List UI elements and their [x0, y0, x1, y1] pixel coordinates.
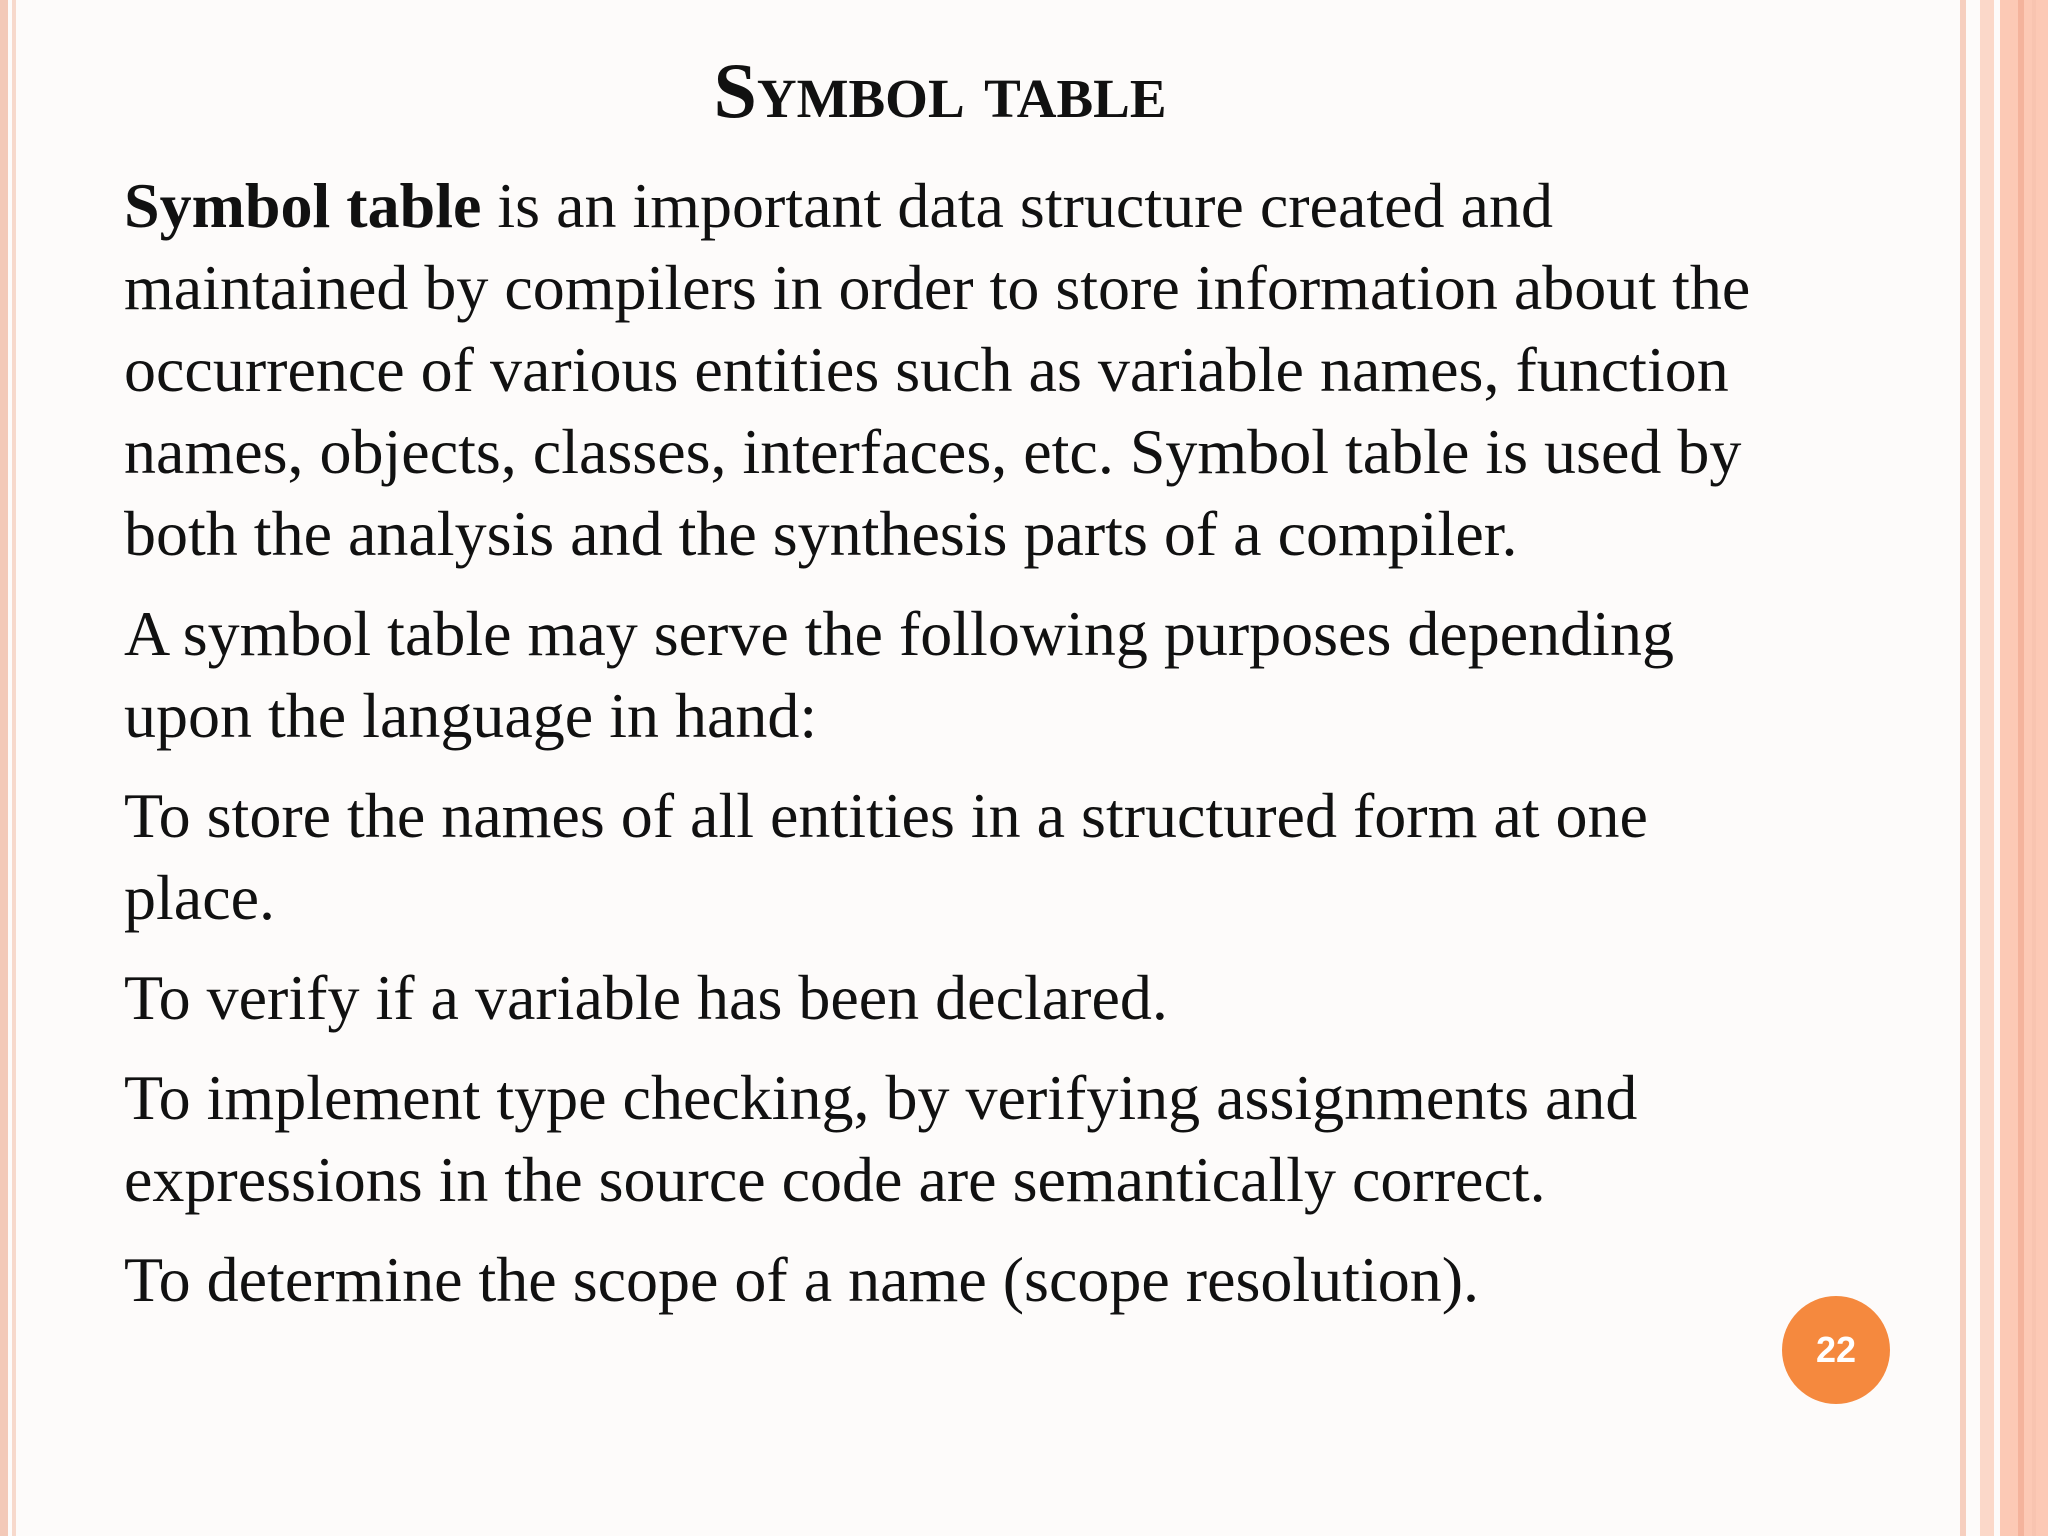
right-border-stripe-mid — [1980, 0, 1994, 1536]
left-border-stripe — [0, 0, 8, 1536]
intro-text: is an important data structure created and maintained by compilers in order to store information about the occurrence of various entities such as variable names, function names, objects, classes, interfaces, etc. Symbol table is used by both the analysis and the synthesis parts of a compiler. — [124, 170, 1751, 569]
purpose-scope-resolution: To determine the scope of a name (scope resolution). — [124, 1244, 1480, 1315]
purpose-verify-declaration: To verify if a variable has been declared. — [124, 962, 1168, 1033]
page-number-badge: 22 — [1782, 1296, 1890, 1404]
intro-bold-term: Symbol table — [124, 170, 482, 241]
right-border-stripe-accent — [2018, 0, 2024, 1536]
right-border-stripe-thin — [1960, 0, 1966, 1536]
slide-body — [124, 165, 1764, 1339]
intro-paragraph — [124, 165, 1764, 575]
right-border-stripe-wide — [2000, 0, 2048, 1536]
left-border-stripe-inner — [12, 0, 16, 1536]
purpose-store-names: To store the names of all entities in a structured form at one place. — [124, 780, 1648, 933]
purpose-type-checking: To implement type checking, by verifying assignments and expressions in the source code are semantically correct. — [124, 1062, 1638, 1215]
slide-title: Symbol table — [713, 47, 1167, 134]
right-border-stripe-edge — [2032, 0, 2036, 1536]
purposes-intro-paragraph: A symbol table may serve the following purposes depending upon the language in hand: — [124, 598, 1674, 751]
